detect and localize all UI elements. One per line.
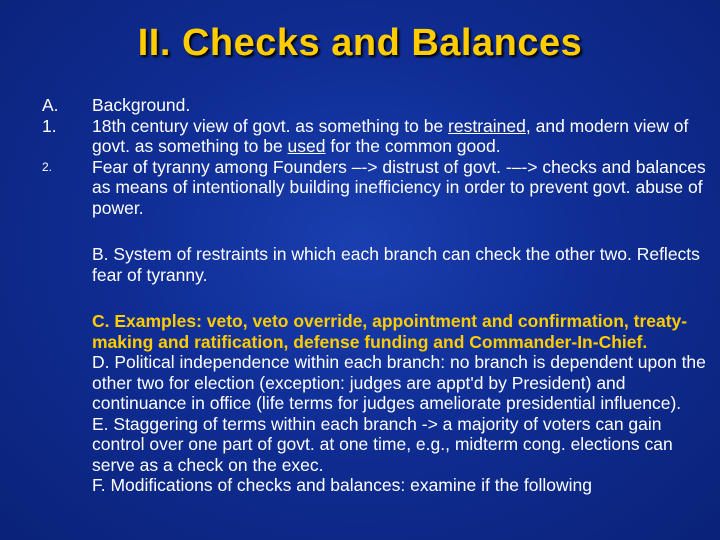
item-e-text: E. Staggering of terms within each branch -> a majority of voters can gain control over one part of govt. at one time, e.g., midterm cong. elections can serve as a check on the exec.: [92, 413, 673, 475]
item-f-text: F. Modifications of checks and balances: examine if the following: [92, 475, 592, 495]
item-1: [42, 116, 714, 157]
item-1-text: [92, 116, 714, 157]
item-a-text: Background.: [92, 95, 191, 115]
item-a: [42, 95, 714, 116]
restrained-underlined: restrained: [448, 115, 526, 136]
item-1-marker: 1.: [42, 115, 57, 136]
item-f: [42, 475, 714, 496]
item-c: [42, 311, 714, 352]
item-1-text-part1: 18th century view of govt. as something to be: [92, 115, 449, 136]
slide-title: II. Checks and Balances: [137, 22, 583, 64]
item-d-text: D. Political independence within each branch: no branch is dependent upon the other two for election (exception: judges are appt'd by President) and continuance in office (life terms for judges ameliorate presidential influence).: [92, 352, 706, 413]
used-underlined: used: [287, 136, 326, 156]
item-b: [42, 244, 714, 285]
item-e: [42, 414, 714, 476]
item-1-text-part3: for the common good.: [325, 136, 501, 156]
content-list: [42, 95, 714, 496]
item-b-text: B. System of restraints in which each branch can check the other two. Reflects fear of tyranny.: [92, 244, 700, 285]
item-2: [42, 157, 714, 219]
item-a-marker: A.: [42, 95, 59, 115]
item-1-text-part2: , and modern view of govt. as something to be: [92, 115, 689, 156]
item-2-marker: 2.: [42, 159, 53, 174]
item-c-text: C. Examples: veto, veto override, appointment and confirmation, treaty-making and ratification, defense funding and Commander-In-Chief.: [92, 311, 688, 352]
item-2-text: Fear of tyranny among Founders –-> distrust of govt. -–-> checks and balances as means of intentionally building inefficiency in order to prevent govt. abuse of power.: [92, 156, 706, 218]
item-d: [42, 352, 714, 414]
